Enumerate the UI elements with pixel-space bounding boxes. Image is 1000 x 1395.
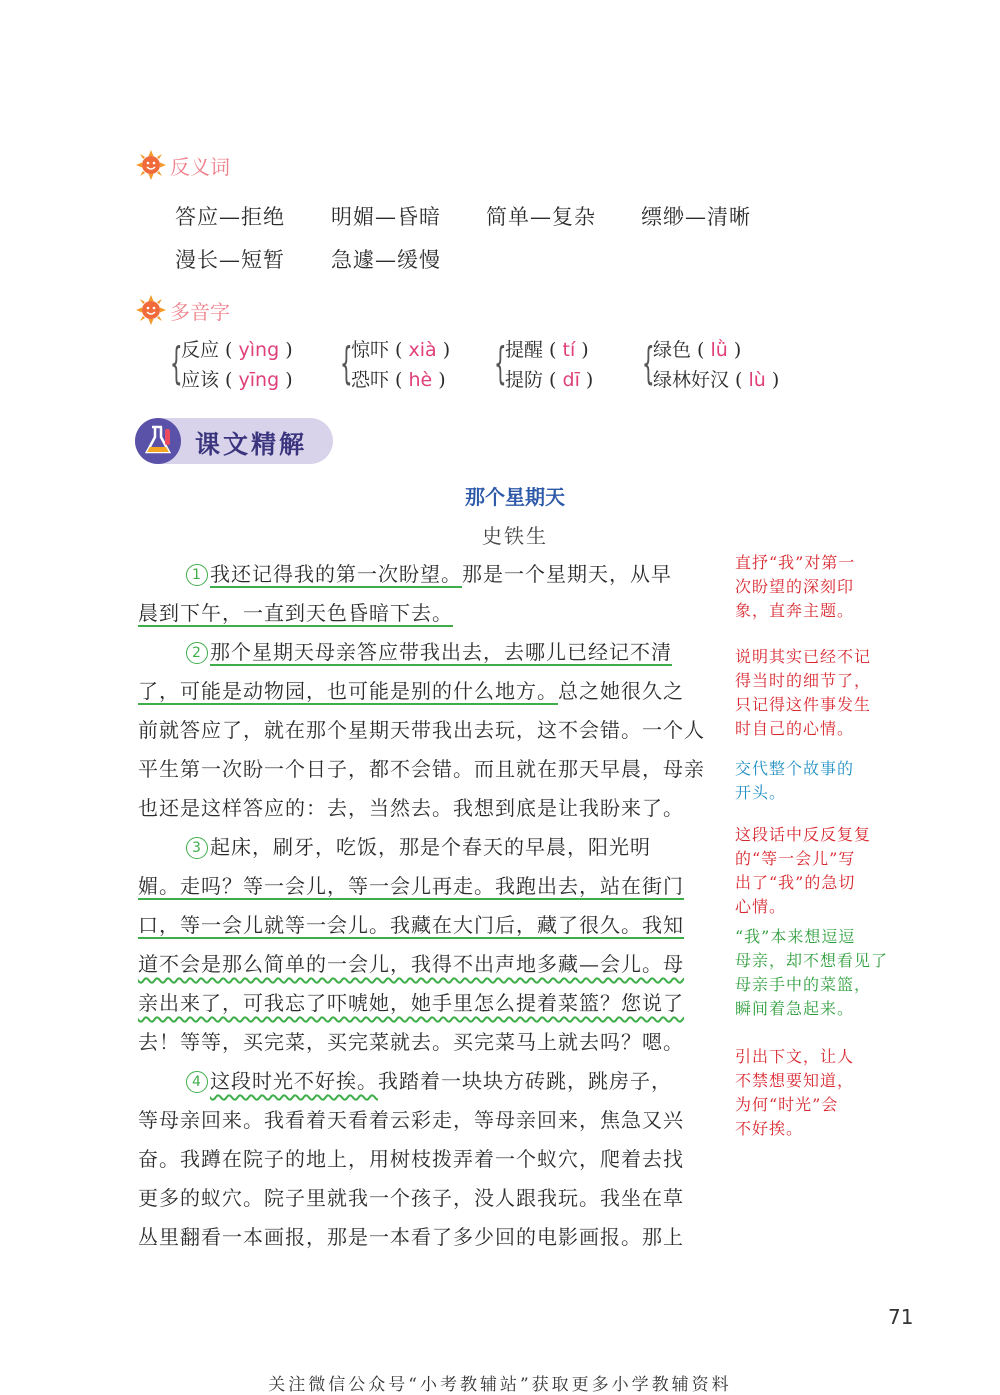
note-line: 象，直奔主题。 [735,601,855,620]
text-run: 起床，刷牙，吃饭，那是个春天的早晨，阳光明 [210,835,651,859]
wavy-underlined-sentence: 亲出来了，可我忘了吓唬她，她手里怎么提着菜篮？您说了 [138,991,684,1015]
text-run: 总之她很久之 [558,679,684,703]
margin-note [735,645,895,741]
flask-icon [135,418,181,464]
paragraph-3-line [138,948,718,980]
pinyin: lù [748,369,766,391]
polyphone-word: 提防 [505,369,544,391]
note-line: 开头。 [735,783,787,802]
pinyin: yīng [238,369,280,391]
section-banner-label: 课文精解 [195,430,308,459]
paragraph-1-line [138,597,718,629]
polyphone-group: { 反应 ( yìng ) 应该 ( yīng ) [170,335,330,397]
note-line: “我”本来想逗逗 [735,927,856,946]
note-line: 母亲，却不想看见了 [735,951,889,970]
paragraph-4-line [138,1065,766,1097]
brace-icon: { [340,338,353,389]
antonym-pair: 简单—复杂 [486,205,596,229]
paragraph-3-line [138,831,766,863]
note-line: 瞬间着急起来。 [735,999,855,1018]
note-line: 说明其实已经不记 [735,647,872,666]
margin-note [735,925,895,1021]
antonyms-row-1 [175,201,875,231]
paragraph-number: 1 [186,564,208,586]
article-title: 那个星期天 [465,485,565,509]
text-run: 那是一个星期天，从早 [462,562,672,586]
note-line: 母亲手中的菜篮， [735,975,872,994]
note-line: 引出下文，让人 [735,1047,855,1066]
pinyin: hè [408,369,433,391]
margin-note [735,551,895,623]
paragraph-2-line [138,675,718,707]
pinyin: lǜ [710,339,728,361]
antonym-pair: 急遽—缓慢 [331,248,441,272]
page-number: 71 [888,1305,914,1329]
paragraph-3-line [138,909,718,941]
antonym-pair: 漫长—短暂 [175,248,285,272]
pinyin: dī [562,369,580,391]
paragraph-4-line: 丛里翻看一本画报，那是一本看了多少回的电影画报。那上 [138,1225,684,1249]
margin-note [735,1045,895,1141]
note-line: 只记得这件事发生 [735,695,872,714]
note-line: 时自己的心情。 [735,719,855,738]
polyphone-word: 绿色 [653,339,692,361]
sun-face-icon [136,295,166,325]
antonym-pair: 缥缈—清晰 [641,205,751,229]
polyphone-word: 应该 [181,369,220,391]
polyphones-label: 多音字 [170,299,230,324]
underlined-sentence: 了，可能是动物园，也可能是别的什么地方。 [138,679,558,703]
underlined-sentence: 晨到下午，一直到天色昏暗下去。 [138,601,453,625]
antonyms-label: 反义词 [170,154,230,179]
brace-icon: { [170,338,183,389]
note-line: 不禁想要知道， [735,1071,855,1090]
text-run: 我踏着一块块方砖跳，跳房子， [378,1069,672,1093]
paragraph-1-line [138,558,766,590]
article-author: 史铁生 [482,524,548,548]
paragraph-2-line: 前就答应了，就在那个星期天带我出去玩，这不会错。一个人 [138,718,705,742]
note-line: 次盼望的深刻印 [735,577,855,596]
note-line: 交代整个故事的 [735,759,855,778]
polyphone-group: { 绿色 ( lǜ ) 绿林好汉 ( lù ) [642,335,812,397]
note-line: 直抒“我”对第一 [735,553,856,572]
underlined-sentence: 媚。走吗？等一会儿，等一会儿再走。我跑出去，站在街门 [138,874,684,898]
underlined-sentence: 口，等一会儿就等一会儿。我藏在大门后，藏了很久。我知 [138,913,684,937]
paragraph-3-line [138,870,718,902]
polyphone-word: 绿林好汉 [653,369,730,391]
polyphone-group: { 惊吓 ( xià ) 恐吓 ( hè ) [340,335,500,397]
paragraph-3-line: 去！等等，买完菜，买完菜就去。买完菜马上就去吗？嗯。 [138,1030,684,1054]
polyphone-word: 反应 [181,339,220,361]
note-line: 这段话中反反复复 [735,825,872,844]
antonym-pair: 明媚—昏暗 [331,205,441,229]
pinyin: yìng [238,339,280,361]
wavy-underlined-sentence: 这段时光不好挨。 [210,1069,378,1093]
underlined-sentence: 我还记得我的第一次盼望。 [210,562,462,586]
section-banner [135,418,333,464]
polyphone-group: { 提醒 ( tí ) 提防 ( dī ) [494,335,654,397]
antonym-pair: 答应—拒绝 [175,205,285,229]
paragraph-4-line: 奋。我蹲在院子的地上，用树枝拨弄着一个蚁穴，爬着去找 [138,1147,684,1171]
brace-icon: { [494,338,507,389]
paragraph-2-line: 也还是这样答应的：去，当然去。我想到底是让我盼来了。 [138,796,684,820]
antonyms-heading [136,150,230,180]
note-line: 不好挨。 [735,1119,804,1138]
margin-note [735,823,895,919]
polyphone-word: 提醒 [505,339,544,361]
margin-note [735,757,895,805]
pinyin: xià [408,339,437,361]
paragraph-4-line: 等母亲回来。我看着天看着云彩走，等母亲回来，焦急又兴 [138,1108,684,1132]
note-line: 为何“时光”会 [735,1095,839,1114]
polyphones-heading [136,295,230,325]
sun-face-icon [136,150,166,180]
paragraph-2-line [138,636,766,668]
paragraph-3-line [138,987,718,1019]
brace-icon: { [642,338,655,389]
paragraph-number: 4 [186,1071,208,1093]
note-line: 得当时的细节了， [735,671,872,690]
paragraph-number: 3 [186,837,208,859]
paragraph-2-line: 平生第一次盼一个日子，都不会错。而且就在那天早晨，母亲 [138,757,705,781]
antonyms-row-2 [175,244,875,274]
wavy-underlined-sentence: 道不会是那么简单的一会儿，我得不出声地多藏—会儿。母 [138,952,684,976]
footer-notice: 关注微信公众号“小考教辅站”获取更多小学教辅资料 [268,1375,732,1395]
note-line: 出了“我”的急切 [735,873,856,892]
paragraph-number: 2 [186,642,208,664]
polyphone-word: 惊吓 [351,339,390,361]
pinyin: tí [562,339,576,361]
note-line: 的“等一会儿”写 [735,849,856,868]
note-line: 心情。 [735,897,787,916]
paragraph-4-line: 更多的蚁穴。院子里就我一个孩子，没人跟我玩。我坐在草 [138,1186,684,1210]
underlined-sentence: 那个星期天母亲答应带我出去，去哪儿已经记不清 [210,640,672,664]
polyphone-word: 恐吓 [351,369,390,391]
